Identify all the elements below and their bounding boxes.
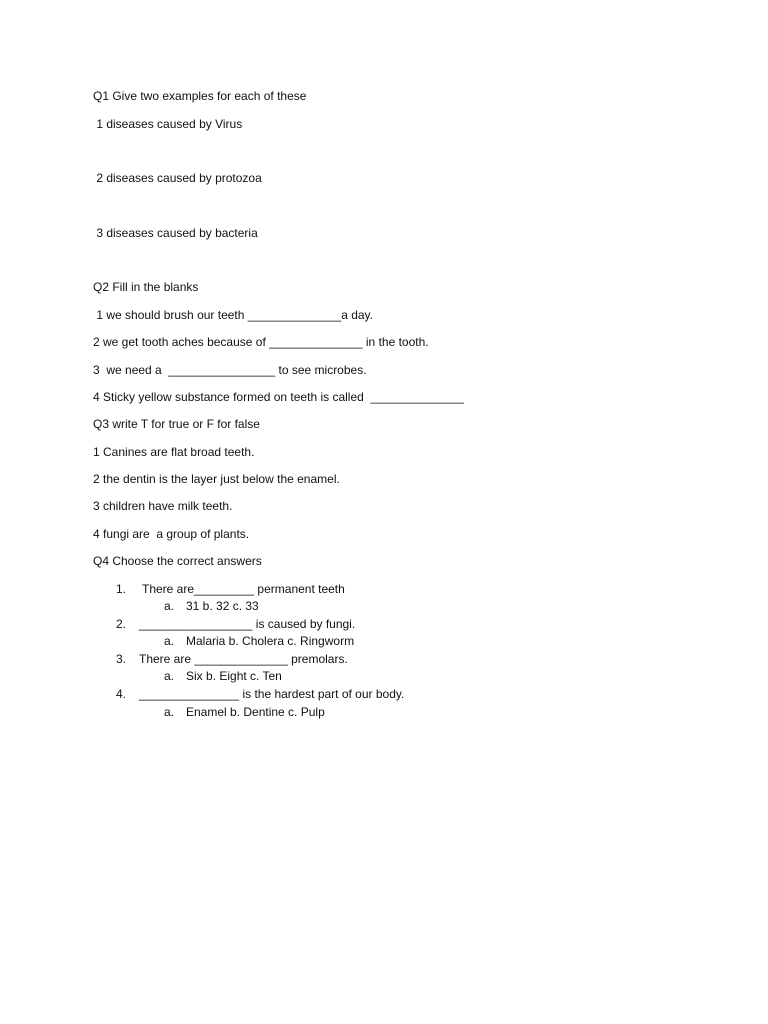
q4-question-4-option-label: a.	[164, 705, 175, 719]
q4-question-2-options: Malaria b. Cholera c. Ringworm	[186, 634, 355, 648]
q1-item-3: 3 diseases caused by bacteria	[93, 226, 258, 240]
q4-question-3-number: 3.	[116, 652, 127, 666]
q4-question-1-options: 31 b. 32 c. 33	[186, 599, 259, 613]
q2-item-3: 3 we need a ________________ to see microbes.	[93, 363, 367, 377]
q3-item-4: 4 fungi are a group of plants.	[93, 527, 250, 541]
q4-question-4-number: 4.	[116, 687, 127, 701]
q4-heading: Q4 Choose the correct answers	[93, 554, 262, 568]
q4-question-4-options: Enamel b. Dentine c. Pulp	[186, 705, 325, 719]
q1-item-1: 1 diseases caused by Virus	[93, 117, 243, 131]
q1-item-2: 2 diseases caused by protozoa	[93, 171, 262, 185]
q4-question-2-number: 2.	[116, 617, 127, 631]
q4-question-4-text: _______________ is the hardest part of our body.	[139, 687, 405, 701]
q4-question-3-text: There are ______________ premolars.	[139, 652, 348, 666]
q3-heading: Q3 write T for true or F for false	[93, 417, 260, 431]
q2-heading: Q2 Fill in the blanks	[93, 280, 199, 294]
q4-question-1-number: 1.	[116, 582, 127, 596]
q2-item-4: 4 Sticky yellow substance formed on teeth is called ______________	[93, 390, 464, 404]
q4-question-1-option-label: a.	[164, 599, 175, 613]
q4-question-2-text: _________________ is caused by fungi.	[139, 617, 356, 631]
q2-item-2: 2 we get tooth aches because of ______________ in the tooth.	[93, 335, 429, 349]
q4-question-2-option-label: a.	[164, 634, 175, 648]
q3-item-3: 3 children have milk teeth.	[93, 499, 233, 513]
q4-question-1-text: There are_________ permanent teeth	[142, 582, 345, 596]
q3-item-2: 2 the dentin is the layer just below the enamel.	[93, 472, 340, 486]
q3-item-1: 1 Canines are flat broad teeth.	[93, 445, 255, 459]
q1-heading: Q1 Give two examples for each of these	[93, 89, 307, 103]
q4-question-3-options: Six b. Eight c. Ten	[186, 669, 282, 683]
q4-question-3-option-label: a.	[164, 669, 175, 683]
q2-item-1: 1 we should brush our teeth ______________a day.	[93, 308, 373, 322]
